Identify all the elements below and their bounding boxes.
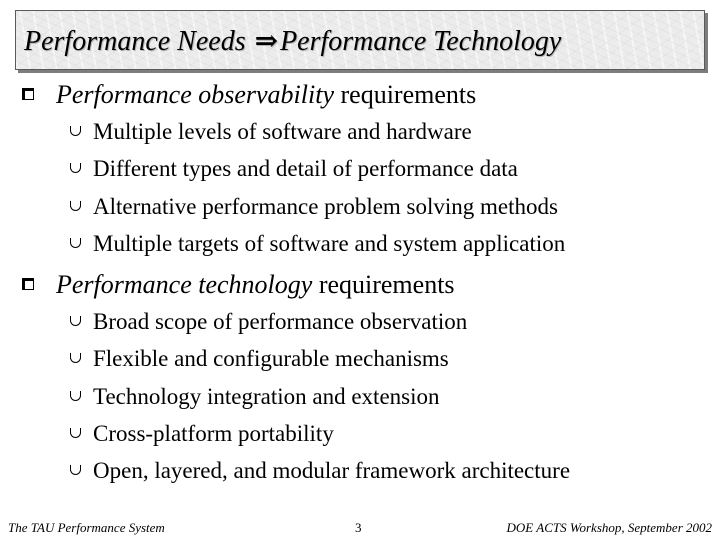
title-right: Performance Technology — [280, 26, 562, 57]
list-item-text: Alternative performance problem solving methods — [93, 194, 558, 219]
square-bullet-icon — [22, 88, 34, 100]
heading-italic: Performance observability — [56, 80, 334, 109]
list-item-text: Flexible and configurable mechanisms — [93, 346, 449, 371]
title-left: Performance Needs — [24, 26, 246, 57]
title-banner — [15, 10, 705, 70]
square-bullet-icon — [22, 278, 34, 290]
footer-page-number: 3 — [355, 520, 362, 535]
arc-bullet-icon — [70, 428, 81, 438]
arc-bullet-icon — [70, 391, 81, 401]
arc-bullet-icon — [70, 353, 81, 363]
footer-event: DOE ACTS Workshop, September 2002 — [506, 520, 712, 535]
heading-rest: requirements — [334, 80, 477, 109]
arc-bullet-icon — [70, 316, 81, 326]
list-item — [70, 309, 467, 335]
list-item — [70, 194, 558, 220]
footer-presentation-title: The TAU Performance System — [8, 520, 165, 535]
list-item-text: Broad scope of performance observation — [93, 309, 468, 334]
arc-bullet-icon — [70, 163, 81, 173]
list-item-text: Different types and detail of performance data — [93, 156, 518, 181]
list-item — [70, 119, 472, 145]
list-item-text: Cross-platform portability — [93, 421, 334, 446]
section-heading-technology — [22, 270, 455, 300]
list-item — [70, 156, 518, 182]
slide-title — [24, 24, 561, 58]
arc-bullet-icon — [70, 126, 81, 136]
heading-italic: Performance technology — [56, 270, 313, 299]
double-arrow-icon: ⇒ — [254, 26, 279, 57]
list-item-text: Technology integration and extension — [93, 384, 440, 409]
arc-bullet-icon — [70, 201, 81, 211]
list-item — [70, 231, 565, 257]
list-item — [70, 384, 440, 410]
list-item-text: Open, layered, and modular framework architecture — [93, 458, 571, 483]
arc-bullet-icon — [70, 465, 81, 475]
list-item — [70, 346, 449, 372]
heading-rest: requirements — [312, 270, 455, 299]
list-item — [70, 458, 570, 484]
arc-bullet-icon — [70, 238, 81, 248]
list-item — [70, 421, 334, 447]
list-item-text: Multiple levels of software and hardware — [93, 119, 472, 144]
section-heading-observability — [22, 80, 476, 110]
list-item-text: Multiple targets of software and system application — [93, 231, 566, 256]
